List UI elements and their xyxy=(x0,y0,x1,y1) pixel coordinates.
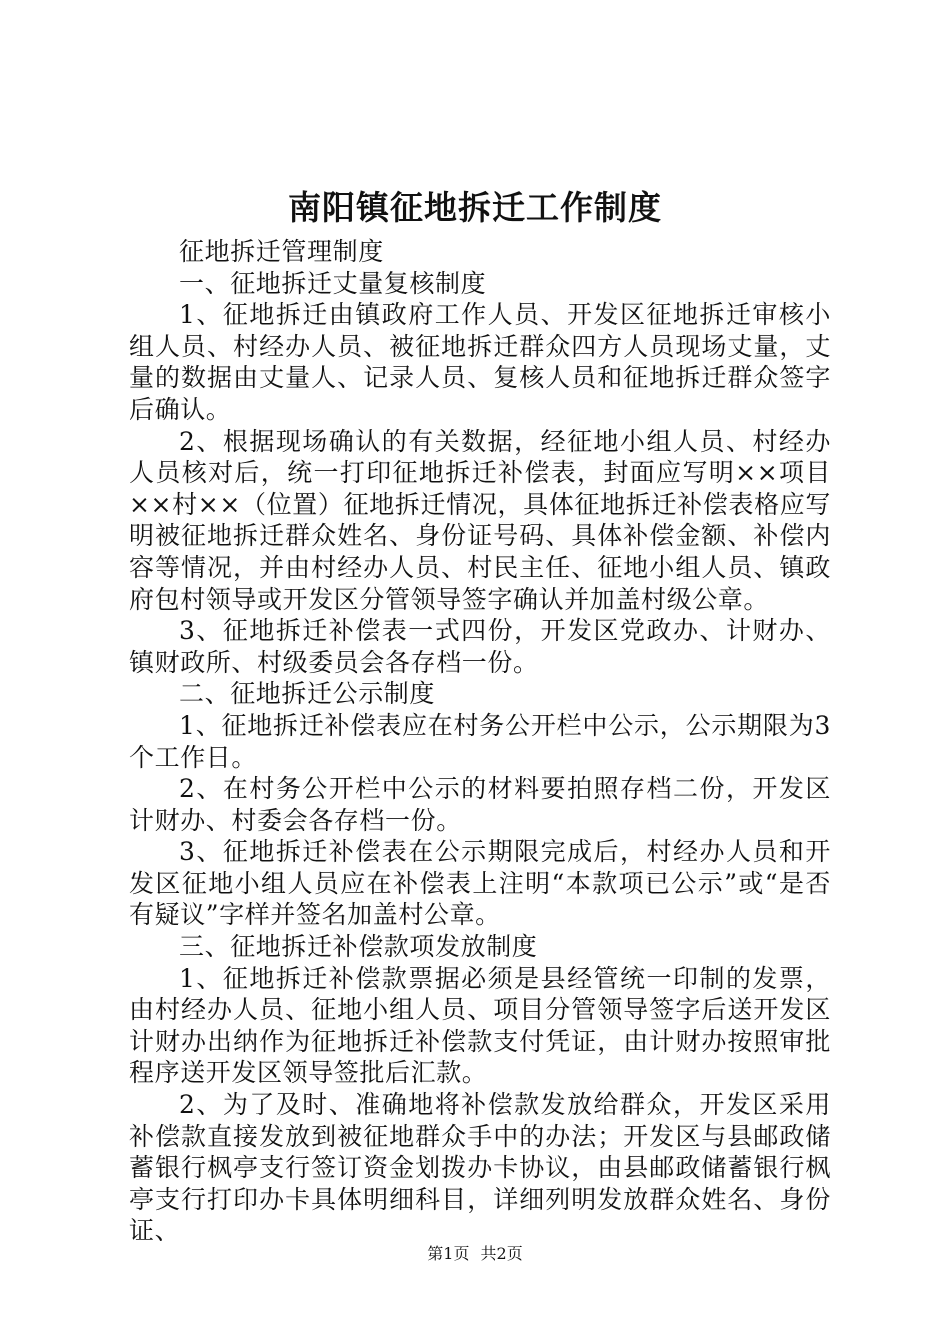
body-paragraph: 3、征地拆迁补偿表在公示期限完成后，村经办人员和开发区征地小组人员应在补偿表上注明“本款项已公示”或“是否有疑议”字样并签名加盖村公章。 xyxy=(129,837,831,930)
section-heading: 征地拆迁管理制度 xyxy=(179,237,384,266)
body-paragraph: 2、在村务公开栏中公示的材料要拍照存档二份，开发区计财办、村委会各存档一份。 xyxy=(129,774,831,835)
page-total: 共2页 xyxy=(480,1244,523,1263)
page-footer xyxy=(0,1243,950,1265)
body-paragraph: 2、为了及时、准确地将补偿款发放给群众，开发区采用补偿款直接发放到被征地群众手中的办法；开发区与县邮政储蓄银行枫亭支行签订资金划拨办卡协议，由县邮政储蓄银行枫亭支行打印办卡具体明细科目，详细列明发放群众姓名、身份证、 xyxy=(129,1090,831,1246)
body-paragraph: 1、征地拆迁由镇政府工作人员、开发区征地拆迁审核小组人员、村经办人员、被征地拆迁群众四方人员现场丈量，丈量的数据由丈量人、记录人员、复核人员和征地拆迁群众签字后确认。 xyxy=(129,300,831,424)
document-title: 南阳镇征地拆迁工作制度 xyxy=(288,188,662,227)
document-body xyxy=(129,236,831,1247)
body-paragraph: 1、征地拆迁补偿表应在村务公开栏中公示，公示期限为3个工作日。 xyxy=(129,710,831,772)
body-paragraph: 2、根据现场确认的有关数据，经征地小组人员、村经办人员核对后，统一打印征地拆迁补偿表，封面应写明××项目××村××（位置）征地拆迁情况，具体征地拆迁补偿表格应写明被征地拆迁群众姓名、身份证号码、具体补偿金额、补偿内容等情况，并由村经办人员、村民主任、征地小组人员、镇政府包村领导或开发区分管领导签字确认并加盖村级公章。 xyxy=(129,426,831,614)
section-heading: 二、征地拆迁公示制度 xyxy=(179,679,436,709)
body-paragraph: 3、征地拆迁补偿表一式四份，开发区党政办、计财办、镇财政所、村级委员会各存档一份。 xyxy=(129,616,831,677)
page-number: 第1页 xyxy=(427,1244,470,1263)
section-heading: 三、征地拆迁补偿款项发放制度 xyxy=(179,932,538,962)
body-paragraph: 1、征地拆迁补偿款票据必须是县经管统一印制的发票，由村经办人员、征地小组人员、项目分管领导签字后送开发区计财办出纳作为征地拆迁补偿款支付凭证，由计财办按照审批程序送开发区领导签批后汇款。 xyxy=(129,963,831,1088)
section-heading: 一、征地拆迁丈量复核制度 xyxy=(179,268,487,298)
